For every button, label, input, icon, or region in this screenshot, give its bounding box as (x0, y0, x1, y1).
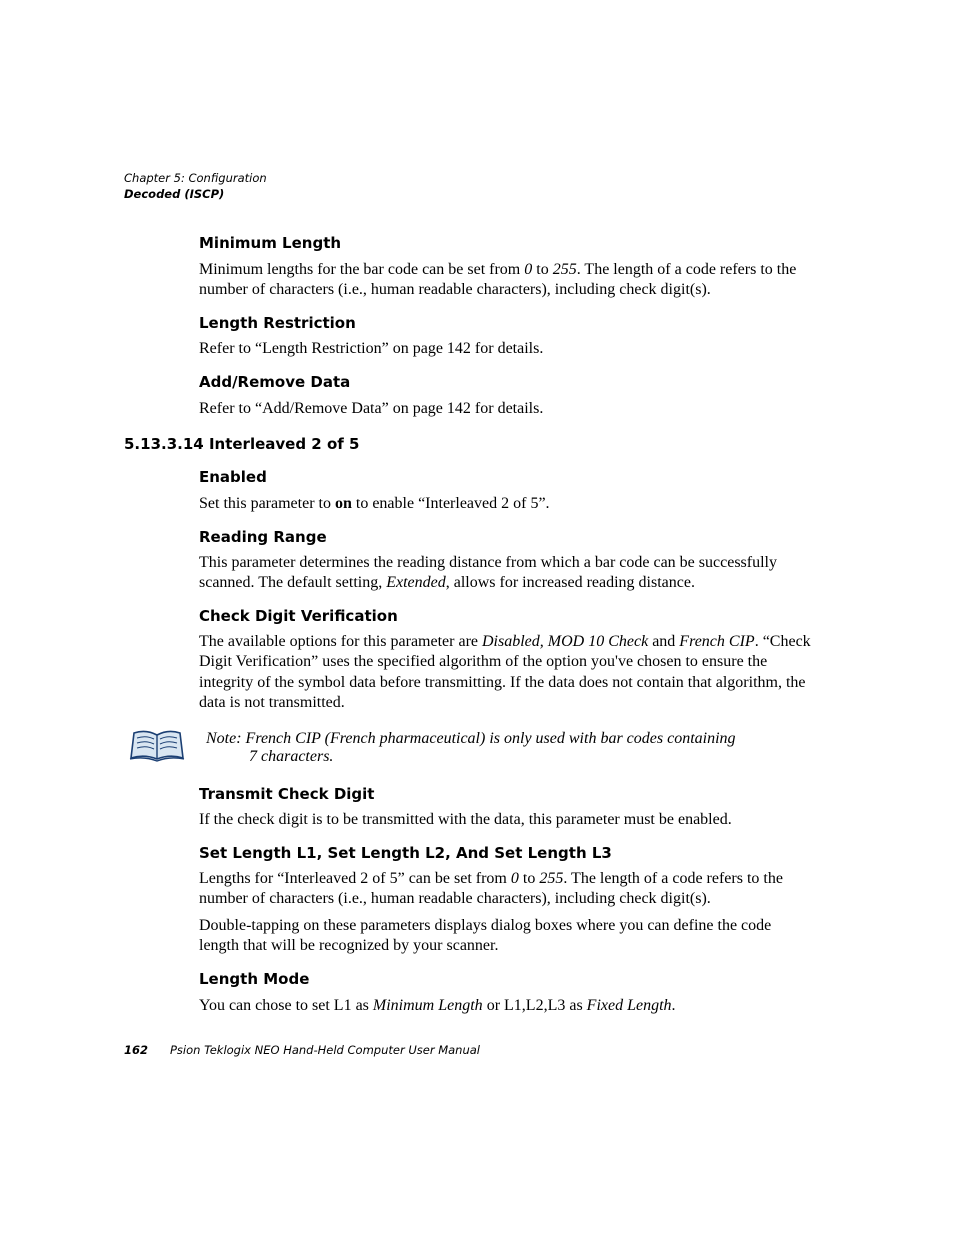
paragraph-add-remove-data: Refer to “Add/Remove Data” on page 142 for details. (199, 400, 544, 417)
paragraph-reading-range: This parameter determines the reading distance from which a bar code can be successfully scanned. The default setting, Extended, allows for increased reading distance. (199, 554, 777, 592)
paragraph-double-tapping: Double-tapping on these parameters displays dialog boxes where you can define the code length that will be recognized by your scanner. (199, 917, 772, 955)
footer-title: Psion Teklogix NEO Hand-Held Computer User Manual (170, 1043, 480, 1057)
running-header-section: Decoded (ISCP) (124, 187, 225, 201)
note-line-2: 7 characters. (249, 748, 334, 765)
open-book-icon (128, 728, 186, 762)
note-text (206, 730, 806, 766)
heading-reading-range: Reading Range (199, 528, 327, 546)
paragraph-check-digit-verification: The available options for this parameter are Disabled, MOD 10 Check and French CIP. “Check Digit Verification” uses the specified algorithm of the option you've chosen to ensure the integrity of the symbol data before transmitting. If the data does not contain that algorithm, the data is not transmitted. (199, 633, 811, 712)
heading-minimum-length: Minimum Length (199, 234, 342, 252)
heading-add-remove-data: Add/Remove Data (199, 373, 351, 391)
heading-length-mode: Length Mode (199, 970, 310, 988)
heading-transmit-check-digit: Transmit Check Digit (199, 785, 375, 803)
paragraph-minimum-length: Minimum lengths for the bar code can be set from 0 to 255. The length of a code refers to the number of characters (i.e., human readable characters), including check digit(s). (199, 261, 797, 299)
paragraph-enabled: Set this parameter to on to enable “Interleaved 2 of 5”. (199, 495, 550, 512)
paragraph-length-mode: You can chose to set L1 as Minimum Length or L1,L2,L3 as Fixed Length. (199, 997, 676, 1014)
note-line-1: Note: French CIP (French pharmaceutical) is only used with bar codes containing (206, 730, 736, 747)
heading-length-restriction: Length Restriction (199, 314, 356, 332)
page-number: 162 (124, 1043, 149, 1057)
paragraph-length-restriction: Refer to “Length Restriction” on page 142 for details. (199, 340, 544, 357)
heading-enabled: Enabled (199, 468, 267, 486)
heading-check-digit-verification: Check Digit Verification (199, 607, 398, 625)
section-title: 5.13.3.14 Interleaved 2 of 5 (124, 435, 360, 453)
heading-set-length: Set Length L1, Set Length L2, And Set Length L3 (199, 844, 612, 862)
paragraph-set-length: Lengths for “Interleaved 2 of 5” can be set from 0 to 255. The length of a code refers to the number of characters (i.e., human readable characters), including check digit(s). (199, 870, 783, 908)
running-header-chapter: Chapter 5: Configuration (124, 171, 267, 185)
paragraph-transmit-check-digit: If the check digit is to be transmitted with the data, this parameter must be enabled. (199, 811, 732, 828)
